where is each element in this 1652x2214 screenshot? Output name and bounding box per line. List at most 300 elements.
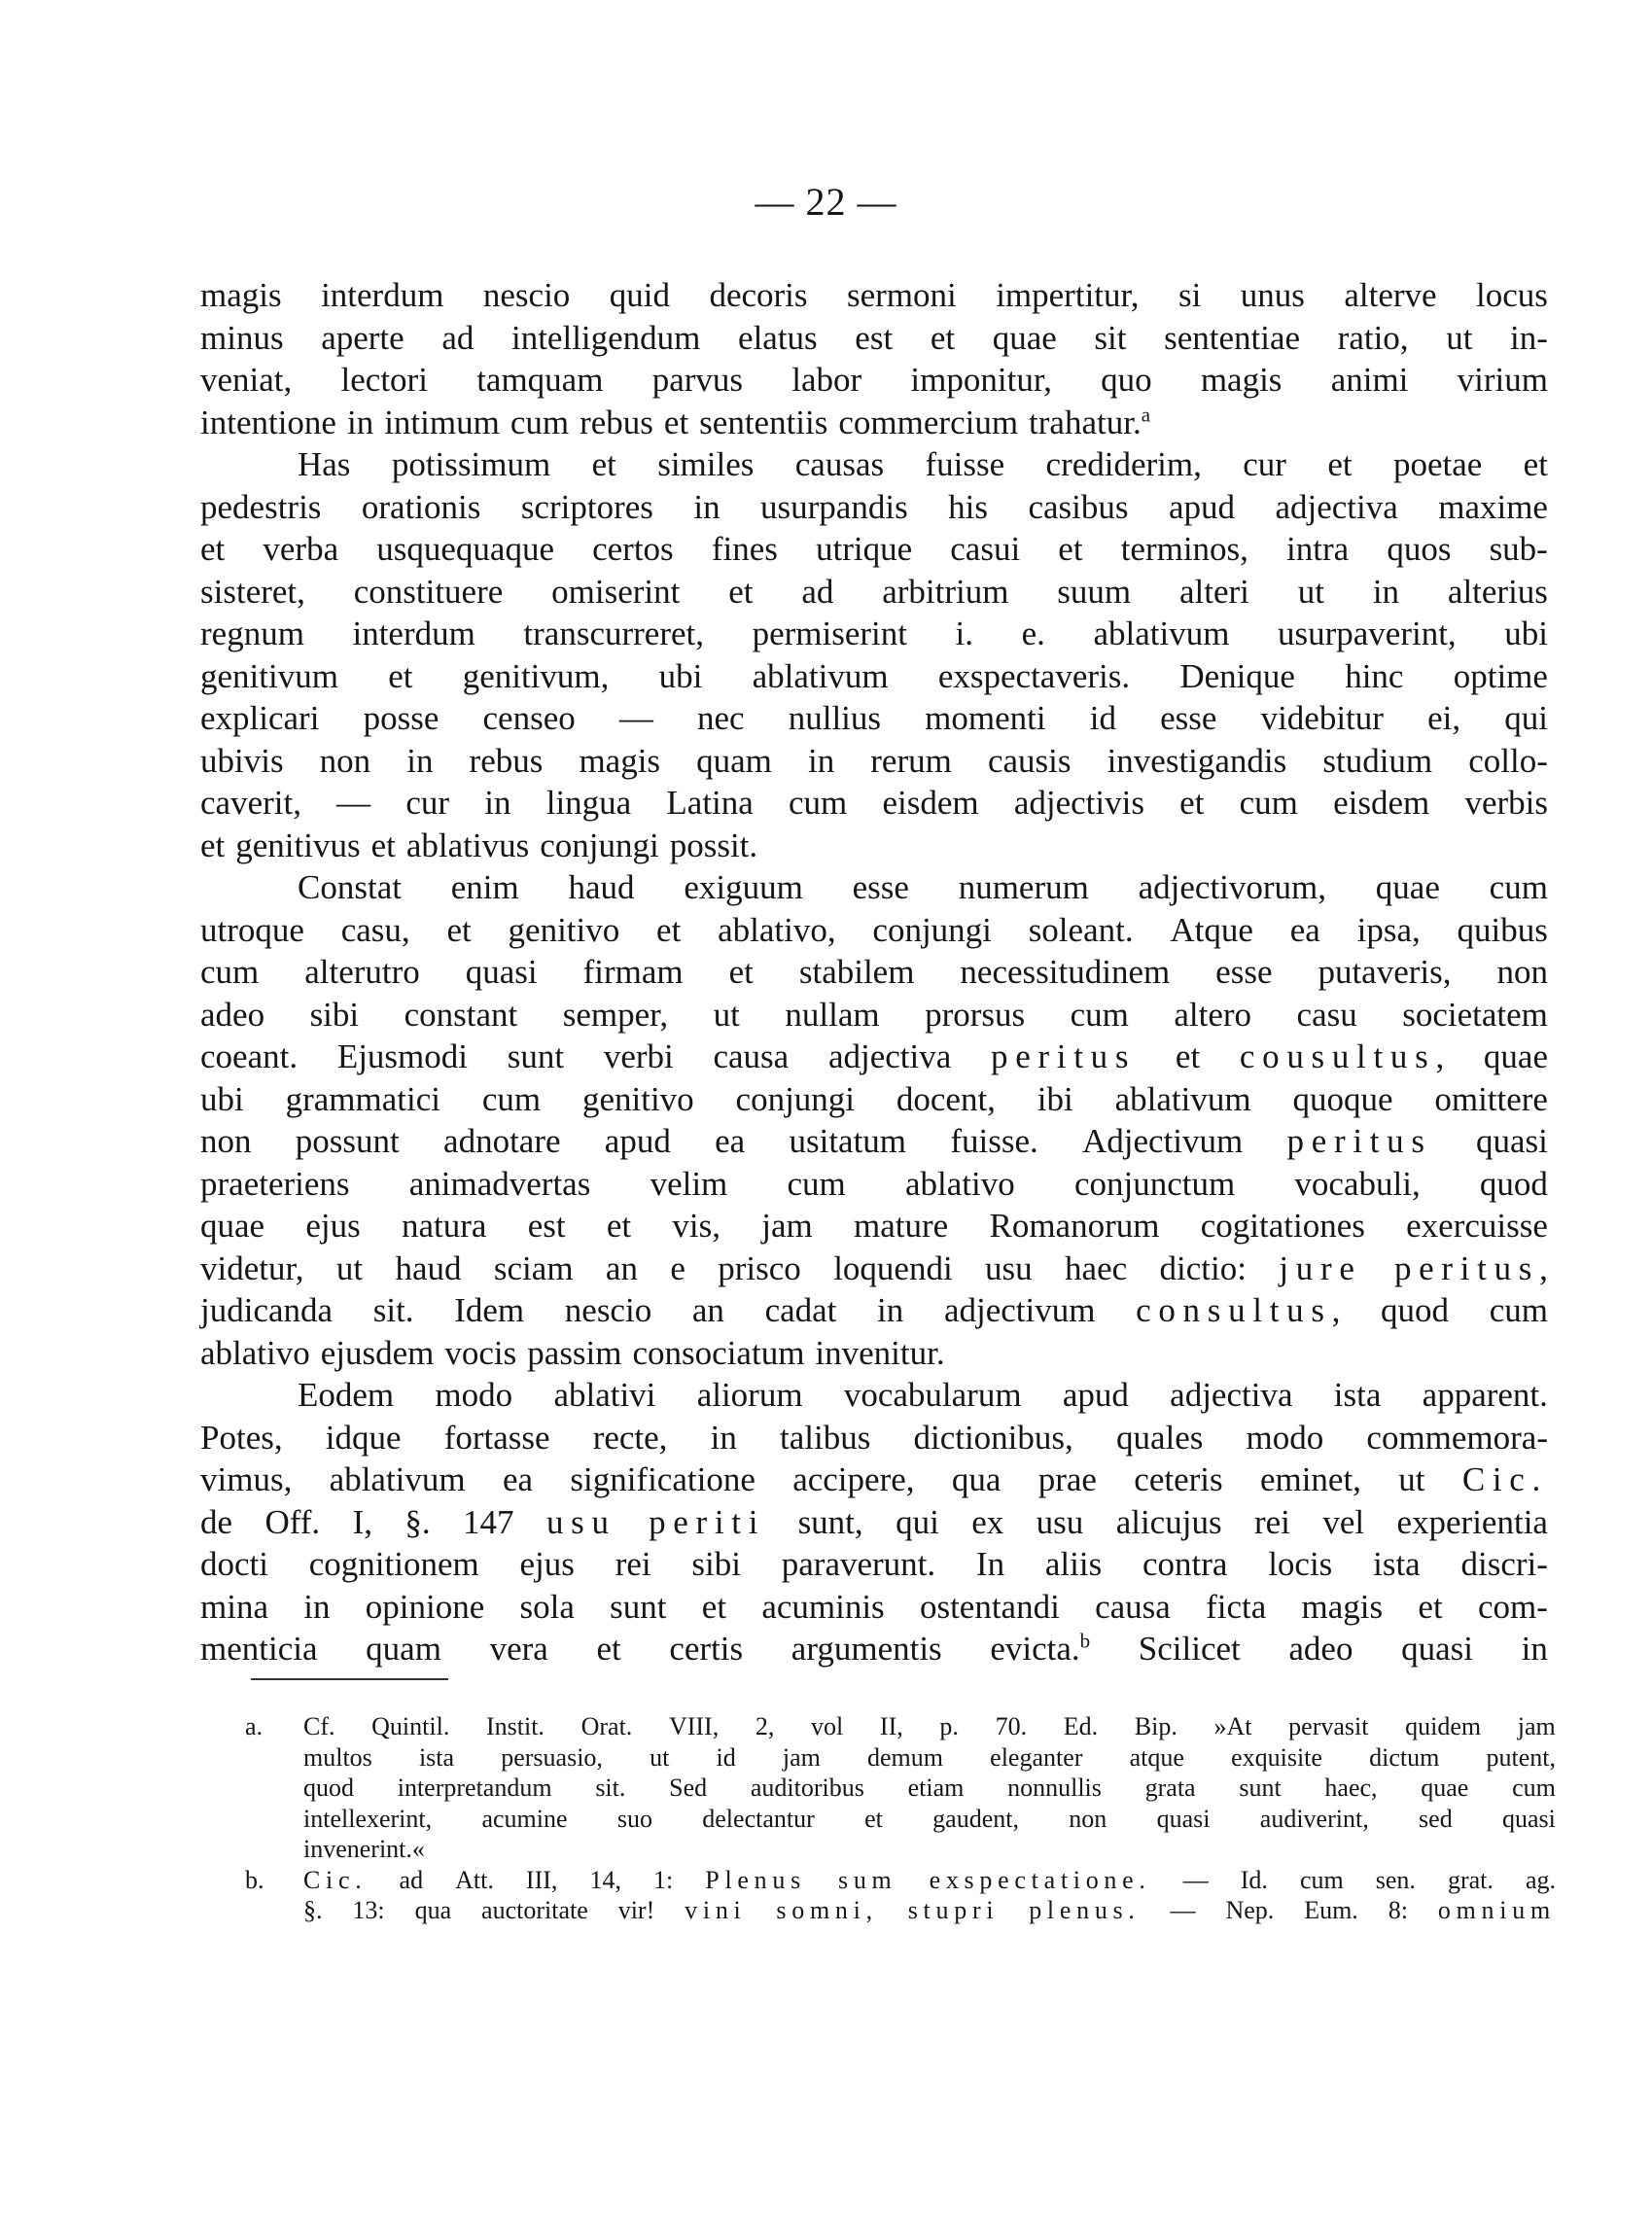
word: quae [1421,1774,1469,1802]
word: natura [402,1207,487,1245]
word: aliorum [696,1376,803,1414]
word: invenerint.« [303,1835,425,1863]
word: quo [1101,361,1152,399]
word: in [877,1291,904,1329]
word: conjunctum [1073,1164,1236,1203]
text-line [200,1120,1548,1163]
word: genitivus [235,826,361,864]
text-line [200,1163,1548,1206]
word: impertitur, [996,276,1140,314]
word: in [693,487,721,526]
word: labor [791,361,862,399]
word: in [406,741,434,780]
word: mature [854,1207,949,1245]
word: verbi [603,1037,674,1075]
word: quasi [1502,1804,1556,1833]
word: cadat [764,1291,837,1329]
word: docent, [896,1079,996,1118]
word: cum [481,1079,542,1118]
word: vocabuli, [1294,1164,1421,1203]
word: omittere [1434,1079,1548,1118]
word: exiguum [684,868,803,906]
word: consociatum [632,1333,805,1372]
word: et [446,910,472,949]
word: casu, [340,910,410,949]
word: permiserint [752,615,907,652]
word: sunt [1239,1774,1282,1802]
word: nullam [785,995,880,1034]
word: paraverunt. [781,1545,936,1583]
spaced-word: omnium [1437,1896,1556,1924]
text-line [200,317,1548,360]
word: ad [399,1865,424,1894]
word: genitivum [200,656,338,695]
word: studium [1322,741,1433,780]
word: usitatum [789,1122,907,1160]
word: ut [1446,318,1473,357]
word: ubi [658,656,703,695]
word: in [710,1418,737,1457]
word: jam [761,1207,813,1245]
word: non [1496,953,1548,991]
word: cur [405,784,450,822]
word: non [1069,1804,1107,1833]
word: et [1175,1037,1201,1075]
word: imponitur, [910,361,1052,399]
word: quales [1115,1418,1204,1457]
text-line [200,402,1548,444]
word: et [663,403,689,441]
word: casui [950,530,1021,568]
word: vol [811,1712,844,1740]
word: invenitur. [815,1333,945,1372]
word: Eodem [298,1376,395,1414]
word: usu [1036,1502,1084,1541]
word: quidem [1405,1712,1482,1740]
word: usurpandis [760,487,908,526]
word: apud [1168,487,1235,526]
word: sed [1419,1804,1453,1833]
text-line [200,866,1548,909]
word: adnotare [443,1122,561,1160]
word: Ed. [1063,1712,1099,1740]
word: ut [650,1742,670,1772]
word: ut [1398,1460,1425,1498]
word: quasi [1401,1630,1473,1668]
word: prisco [718,1248,801,1287]
word: et [591,445,616,483]
word: ablativo, [718,910,836,949]
word: adjectivum [943,1291,1096,1329]
word: et [1327,445,1353,483]
word: — [336,784,371,822]
word: Ejusmodi [336,1037,468,1075]
word: — [618,699,653,737]
word: adjectiva [1275,487,1398,526]
text-line [200,1628,1548,1670]
word: quod [1381,1291,1450,1329]
word: coeant. [200,1037,299,1075]
word: et [606,1207,632,1245]
word: regnum [200,615,304,652]
word: adeo [1288,1630,1353,1668]
word: alterve [1344,276,1437,314]
word: Off. [264,1502,321,1541]
text-line [200,571,1548,614]
word: 1: [653,1865,674,1894]
word: Nep. [1225,1896,1275,1924]
text-line [200,655,1548,698]
word: adjectiva [1170,1376,1293,1414]
word: Romanorum [989,1207,1160,1245]
word: nullius [788,699,882,737]
footnote-line [303,1773,1556,1804]
word: hinc [1345,656,1404,695]
word: in [484,784,511,822]
word: 8: [1388,1896,1408,1924]
footnote-ref: a [1141,402,1151,426]
word: verbis [1464,784,1548,822]
word: lectori [340,361,428,399]
footnote-line [245,1711,1556,1742]
word: exspectaveris. [937,656,1131,695]
word: eminet, [1259,1460,1361,1498]
word: ubivis [200,741,284,780]
word: cogitationes [1200,1207,1365,1245]
word: et [200,826,226,864]
word: omiserint [551,572,681,611]
word: 2, [755,1712,775,1740]
spaced-word: cousultus, [1239,1037,1445,1075]
word: sunt [610,1587,667,1626]
word: magis [200,276,282,314]
word: decoris [709,276,808,314]
word: in [1372,572,1400,611]
text-line [200,1417,1548,1459]
word: usquequaque [376,530,554,568]
word: putent, [1486,1742,1556,1772]
word: acuminis [761,1587,885,1626]
word: rerum [870,741,952,780]
word: sunt, [797,1502,863,1541]
word: Scilicet [1138,1630,1241,1668]
word: Potes, [200,1418,283,1457]
word: possit. [669,826,758,864]
word: quod [1479,1164,1548,1203]
word: cum [1489,1291,1548,1329]
word: fuisse. [950,1122,1038,1160]
word: alteri [1179,572,1249,611]
word: vis, [672,1207,721,1245]
spaced-word: peritus [1286,1122,1432,1160]
word: casu [1296,995,1357,1034]
word: Has [298,445,351,483]
word: Cf. [303,1712,335,1740]
word: stabilem [798,953,915,991]
footnote-ref: b [1079,1629,1091,1653]
footnote-line [303,1804,1556,1835]
word: ista [1333,1376,1382,1414]
word: enim [450,868,519,906]
word: gaudent, [932,1804,1019,1833]
word: sermoni [846,276,957,314]
word: sola [519,1587,575,1626]
word: causis [987,741,1072,780]
text-line [200,1332,1548,1375]
word: animadvertas [408,1164,591,1203]
word: suum [1057,572,1132,611]
word: certos [592,530,674,568]
word: interdum [352,615,475,652]
word: constituere [353,572,504,611]
word: ejusdem [320,1333,435,1372]
word: maxime [1438,487,1548,526]
word: quae [1375,868,1440,906]
word: ipsa, [1356,910,1421,949]
word: exquisite [1231,1742,1322,1772]
word: sententiis [699,403,828,441]
word: cum [1512,1774,1556,1802]
text-line [200,359,1548,402]
text-line [200,613,1548,655]
footnote-line [303,1895,1556,1926]
word: fines [711,530,778,568]
word: grammatici [285,1079,440,1118]
word: sciam [493,1248,574,1287]
spaced-word: vini [685,1896,747,1924]
word: Atque [1170,910,1253,949]
spaced-word: somni, [776,1896,878,1924]
footnote-line [303,1834,1556,1865]
word: evicta.$^b$ [990,1629,1091,1668]
word: Latina [666,784,754,822]
word: sub- [1489,530,1548,568]
word: praeteriens [200,1164,350,1203]
text-line [200,1036,1548,1078]
word: »At [1213,1712,1252,1740]
word: adeo [200,995,265,1034]
word: soleant. [1028,910,1134,949]
word: ficta [1206,1587,1267,1626]
word: ut [713,995,740,1034]
word: in [807,741,835,780]
word: ablativi [553,1376,656,1414]
word: §. [303,1896,323,1924]
word: ad [801,572,834,611]
word: quibus [1457,910,1548,949]
word: vocabularum [843,1376,1022,1414]
word: vocis [444,1333,517,1372]
word: — [1182,1865,1209,1894]
footnote-line [245,1865,1556,1896]
word: Sed [669,1774,708,1802]
word: necessitudinem [960,953,1171,991]
word: fuisse [925,445,1005,483]
word: an [691,1291,724,1329]
word: conjungi [735,1079,856,1118]
word: Constat [298,868,402,906]
word: discri- [1460,1545,1548,1583]
word: causa [1095,1587,1171,1626]
text-line [200,1078,1548,1121]
word: Instit. [485,1712,545,1740]
spaced-word: stupri [907,1896,1000,1924]
footnote-marker: b. [245,1865,264,1894]
word: quae [200,1207,265,1245]
word: ratio, [1337,318,1409,357]
word: menticia [200,1630,318,1668]
word: collo- [1468,741,1548,780]
text-line [200,1501,1548,1544]
text-line [200,1205,1548,1248]
word: ag. [1525,1865,1556,1894]
word: fortasse [443,1418,550,1457]
word: eleganter [990,1742,1083,1772]
text-line [200,1543,1548,1586]
word: recte, [592,1418,668,1457]
word: et [930,318,956,357]
word: causa [713,1037,790,1075]
spaced-word: exspectatione. [929,1865,1151,1894]
word: certis [669,1630,744,1668]
word: atque [1129,1742,1184,1772]
text-line [200,1374,1548,1417]
word: 147 [463,1502,514,1541]
word: adjectivis [1013,784,1144,822]
word: demum [867,1742,944,1772]
word: i. [955,615,974,652]
word: passim [527,1333,622,1372]
word: multos [303,1742,372,1772]
word: qua [951,1460,1002,1498]
word: censeo [482,699,576,737]
word: esse [852,868,909,906]
word: Orat. [580,1712,633,1740]
spaced-word: Cic. [303,1865,368,1894]
word: Id. [1240,1865,1268,1894]
word: semper, [562,995,669,1034]
word: genitivo [508,910,620,949]
word: locis [1268,1545,1333,1583]
word: grata [1144,1774,1196,1802]
word: dictum [1369,1742,1440,1772]
word: nescio [482,276,571,314]
word: e [670,1248,685,1287]
word: delectantur [702,1804,815,1833]
word: qui [896,1502,939,1541]
word: orationis [361,487,481,526]
word: id [716,1742,736,1772]
word: ad [441,318,475,357]
word: veniat, [200,361,293,399]
word: dictio: [1159,1248,1247,1287]
word: quasi [465,953,538,991]
word: in [303,1587,331,1626]
word: §. [404,1502,431,1541]
word: sit. [595,1774,626,1802]
word: suo [616,1804,652,1833]
word: genitivo [581,1079,694,1118]
spaced-word: usu [545,1502,616,1541]
word: sibi [309,995,360,1034]
word: magis [1200,361,1283,399]
word: in [1521,1630,1548,1668]
word: mina [200,1587,268,1626]
text-line [200,697,1548,740]
word: Eum. [1304,1896,1358,1924]
text-line [200,443,1548,486]
word: ablativo [904,1164,1015,1203]
word: ostentandi [919,1587,1060,1626]
word: VIII, [668,1712,720,1740]
word: modo [1246,1418,1324,1457]
word: putaveris, [1318,953,1452,991]
word: aliis [1044,1545,1103,1583]
word: haec, [1324,1774,1378,1802]
word: his [948,487,988,526]
word: quoque [1292,1079,1393,1118]
word: prorsus [925,995,1026,1034]
text-line [200,1289,1548,1332]
word: terminos, [1120,530,1248,568]
word: rei [615,1545,651,1583]
word: pedestris [200,487,322,526]
word: locus [1476,276,1548,314]
word: conjungi [540,826,659,864]
word: cum [510,403,570,441]
word: caverit, [200,784,301,822]
word: quasi [1156,1804,1211,1833]
word: alterius [1447,572,1548,611]
word: ablativus [405,826,530,864]
word: haud [395,1248,462,1287]
word: posse [363,699,439,737]
word: cum [1299,1865,1344,1894]
word: vel [1322,1502,1365,1541]
word: numerum [958,868,1089,906]
word: magis [1301,1587,1384,1626]
word: alicujus [1115,1502,1222,1541]
word: intelligendum [510,318,701,357]
word: loquendi [833,1248,953,1287]
word: ea [1289,910,1320,949]
word: scriptores [520,487,653,526]
word: id [1089,699,1116,737]
word: sit [1094,318,1127,357]
word: cum [1239,784,1298,822]
word: similes [657,445,755,483]
word: sisteret, [200,572,305,611]
word: quam [696,741,772,780]
text-line [200,274,1548,317]
word: eisdem [1333,784,1430,822]
word: ablativo [200,1333,310,1372]
word: firmam [582,953,684,991]
word: apud [1062,1376,1129,1414]
word: et [1179,784,1205,822]
word: III, [525,1865,558,1894]
word: vir! [617,1896,655,1924]
word: idque [325,1418,402,1457]
word: ablativum [329,1460,466,1498]
word: auditoribus [750,1774,864,1802]
word: an [605,1248,638,1287]
word: videtur, [200,1248,304,1287]
word: auctoritate [481,1896,588,1924]
word: interpretandum [397,1774,552,1802]
word: verba [263,530,339,568]
word: significatione [570,1460,756,1498]
